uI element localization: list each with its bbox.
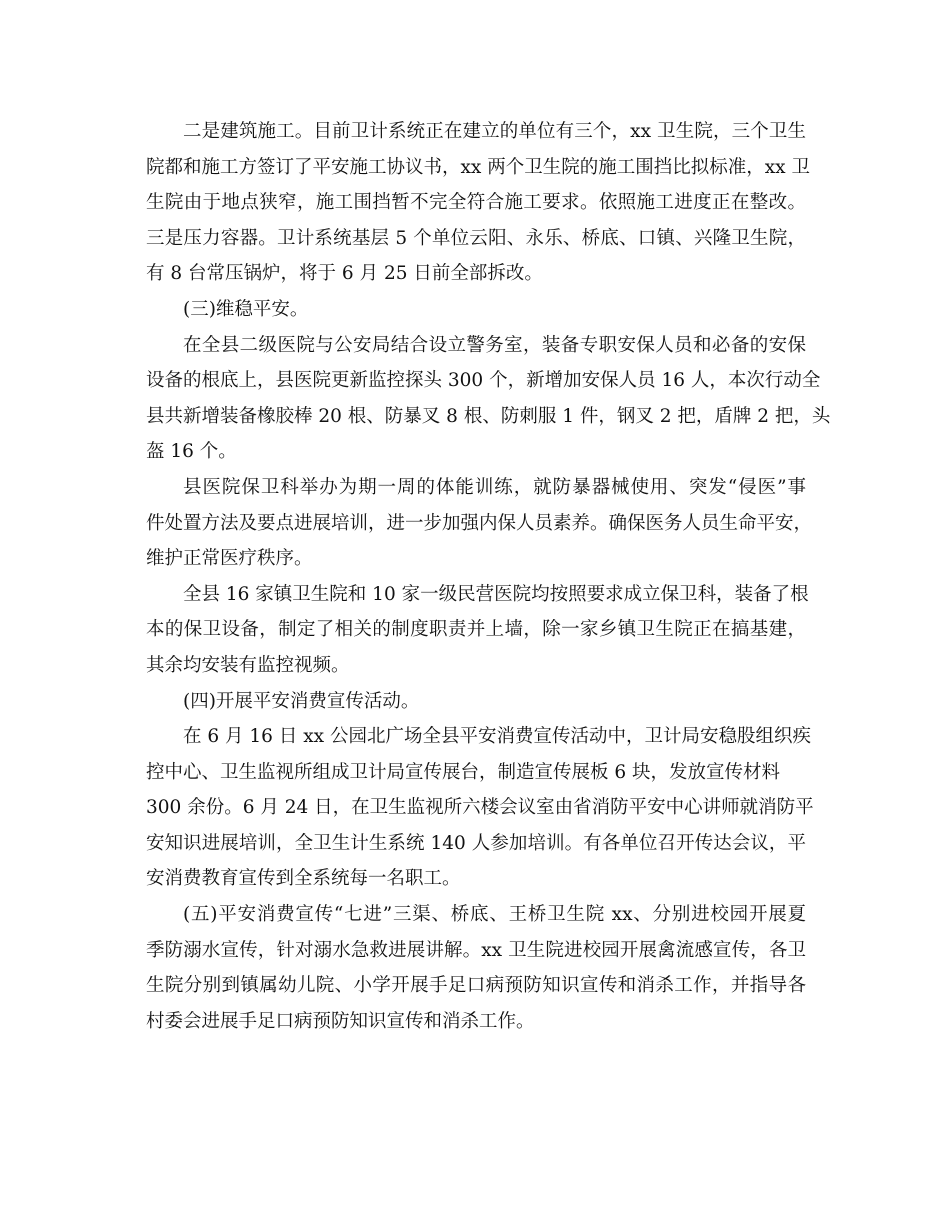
text-line: 其余均安装有监控视频。 <box>146 654 350 676</box>
document-body <box>146 114 831 1039</box>
text-line: 控中心、卫生监视所组成卫计局宣传展台，制造宣传展板 6 块，发放宣传材料 <box>146 761 781 783</box>
section-heading: (四)开展平安消费宣传活动。 <box>183 690 420 712</box>
text-line: 院都和施工方签订了平安施工协议书，xx 两个卫生院的施工围挡比拟标准，xx 卫 <box>146 156 810 178</box>
text-line: 有 8 台常压锅炉，将于 6 月 25 日前全部拆改。 <box>146 263 543 285</box>
text-line: 季防溺水宣传，针对溺水急救进展讲解。xx 卫生院进校园开展禽流感宣传，各卫 <box>146 939 806 961</box>
text-line: 在 6 月 16 日 xx 公园北广场全县平安消费宣传活动中，卫计局安稳股组织疾 <box>183 726 811 748</box>
text-line: 安消费教育宣传到全系统每一名职工。 <box>146 868 461 890</box>
text-line: 三是压力容器。卫计系统基层 5 个单位云阳、永乐、桥底、口镇、兴隆卫生院， <box>146 227 806 249</box>
text-line: 安知识进展培训，全卫生计生系统 140 人参加培训。有各单位召开传达会议，平 <box>146 832 806 854</box>
section-heading: (五)平安消费宣传“七进”三渠、桥底、王桥卫生院 xx、分别进校园开展夏 <box>183 904 806 926</box>
text-line: 县医院保卫科举办为期一周的体能训练，就防暴器械使用、突发“侵医”事 <box>183 476 806 498</box>
text-line: 全县 16 家镇卫生院和 10 家一级民营医院均按照要求成立保卫科，装备了根 <box>183 583 809 605</box>
text-line: 300 余份。6 月 24 日，在卫生监视所六楼会议室由省消防平安中心讲师就消防平 <box>146 797 814 819</box>
text-line: 设备的根底上，县医院更新监控探头 300 个，新增加安保人员 16 人，本次行动全 <box>146 370 821 392</box>
section-heading: (三)维稳平安。 <box>183 298 309 320</box>
text-line: 县共新增装备橡胶棒 20 根、防暴叉 8 根、防刺服 1 件，钢叉 2 把，盾牌 2 把，头 <box>146 405 831 427</box>
text-line: 生院分别到镇属幼儿院、小学开展手足口病预防知识宣传和消杀工作，并指导各 <box>146 975 806 997</box>
text-line: 村委会进展手足口病预防知识宣传和消杀工作。 <box>146 1010 535 1032</box>
text-line: 生院由于地点狭窄，施工围挡暂不完全符合施工要求。依照施工进度正在整改。 <box>146 192 806 214</box>
text-line: 维护正常医疗秩序。 <box>146 548 313 570</box>
text-line: 本的保卫设备，制定了相关的制度职责并上墙，除一家乡镇卫生院正在搞基建， <box>146 619 806 641</box>
text-line: 件处置方法及要点进展培训，进一步加强内保人员素养。确保医务人员生命平安， <box>146 512 813 534</box>
text-line: 盔 16 个。 <box>146 441 237 463</box>
text-line: 二是建筑施工。目前卫计系统正在建立的单位有三个，xx 卫生院，三个卫生 <box>183 121 806 142</box>
text-line: 在全县二级医院与公安局结合设立警务室，装备专职安保人员和必备的安保 <box>183 334 806 356</box>
